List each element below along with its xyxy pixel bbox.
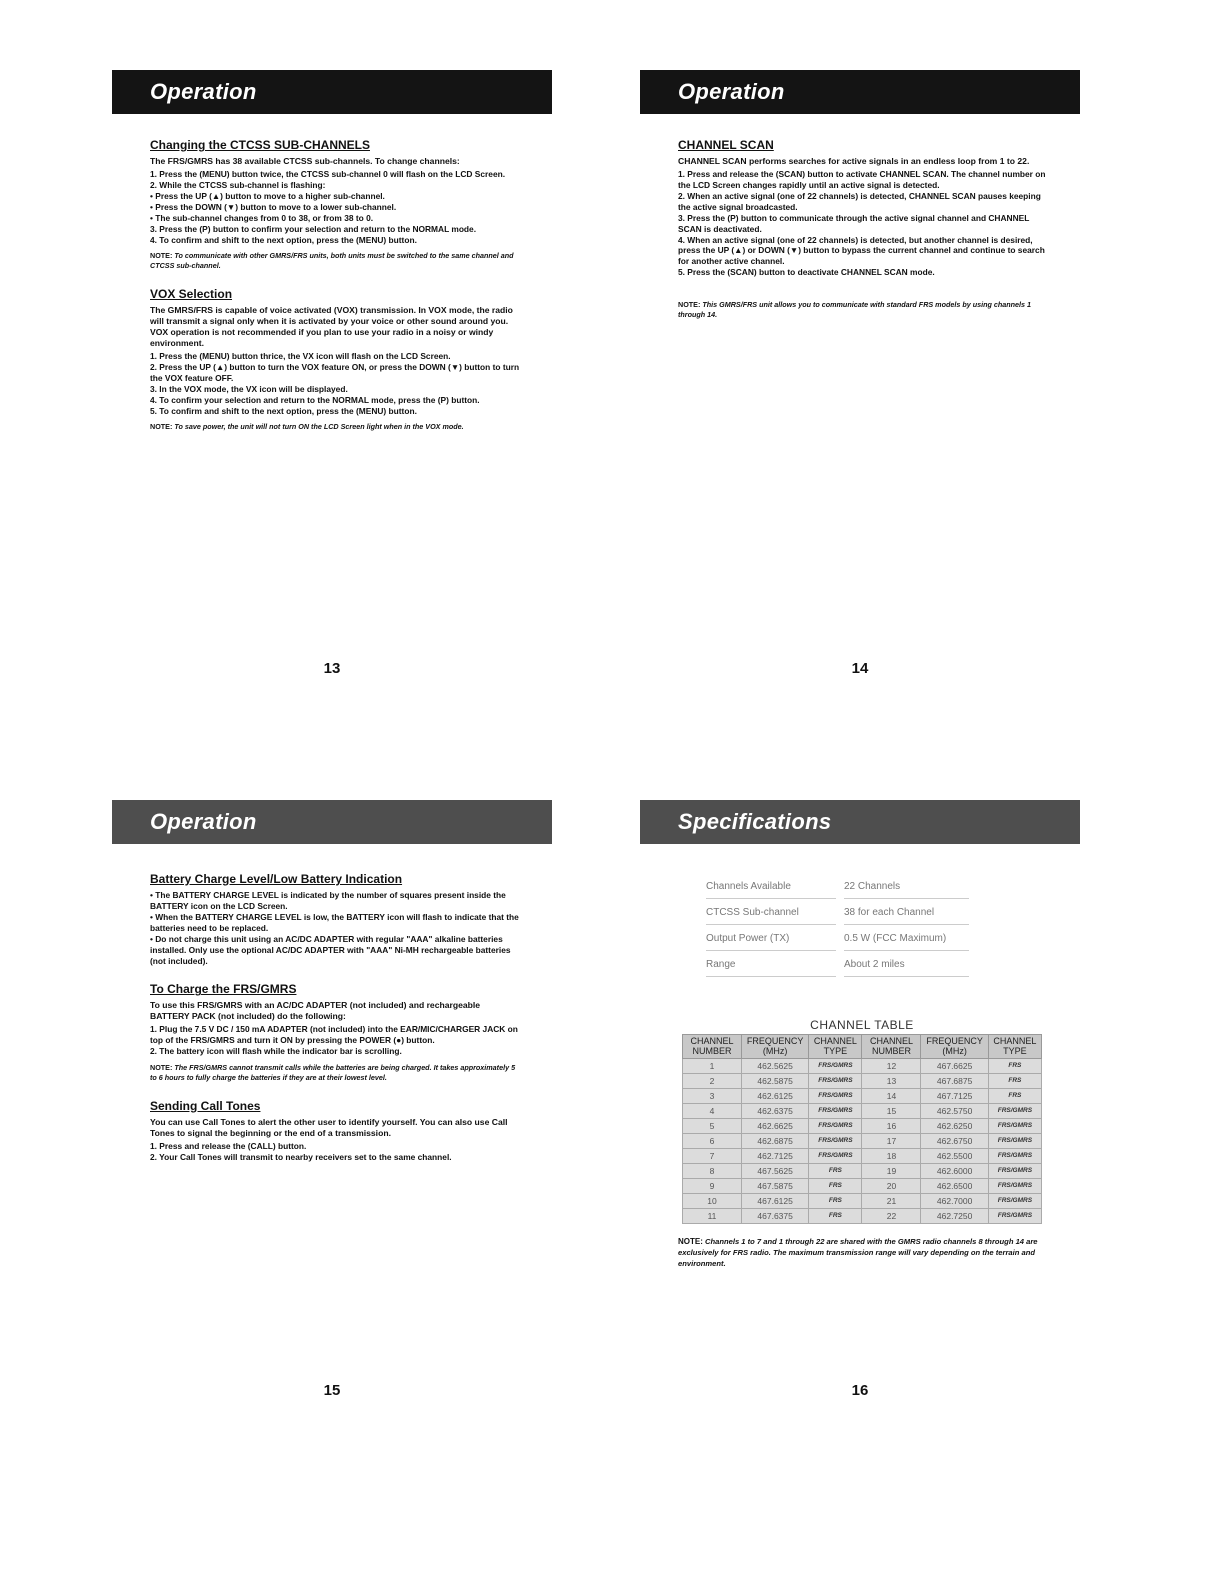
table-row <box>683 1058 1042 1073</box>
table-cell: 2 <box>683 1073 742 1088</box>
table-cell: 467.6375 <box>741 1208 808 1223</box>
channel-table-header <box>683 1035 1042 1059</box>
table-cell: 4 <box>683 1103 742 1118</box>
table-row <box>683 1073 1042 1088</box>
battery-section <box>150 872 520 966</box>
step-item: 2. Press the UP (▲) button to turn the VOX feature ON, or press the DOWN (▼) button to turn the VOX feature OFF. <box>150 361 520 383</box>
spec-value: 0.5 W (FCC Maximum) <box>844 928 969 951</box>
note-label: NOTE: <box>678 1236 703 1246</box>
page-content <box>112 114 520 432</box>
spec-value: About 2 miles <box>844 954 969 977</box>
table-cell: FRS/GMRS <box>988 1133 1041 1148</box>
table-cell: 462.5500 <box>921 1148 988 1163</box>
channel-table <box>682 1034 1042 1224</box>
step-list <box>678 169 1048 278</box>
table-cell: FRS <box>809 1208 862 1223</box>
vox-section <box>150 287 520 432</box>
table-row <box>683 1088 1042 1103</box>
spec-row <box>706 874 1080 900</box>
step-item: 4. To confirm and shift to the next option, press the (MENU) button. <box>150 234 417 245</box>
step-list <box>150 1141 520 1163</box>
section-note <box>678 300 1048 319</box>
table-cell: FRS/GMRS <box>809 1073 862 1088</box>
table-cell: FRS/GMRS <box>988 1208 1041 1223</box>
table-cell: FRS/GMRS <box>809 1088 862 1103</box>
step-item: 4. To confirm your selection and return to the NORMAL mode, press the (P) button. <box>150 394 480 405</box>
page-banner: Operation <box>112 70 552 114</box>
table-cell: 16 <box>862 1118 921 1133</box>
charge-section <box>150 982 520 1082</box>
section-heading: To Charge the FRS/GMRS <box>150 982 297 997</box>
table-cell: 9 <box>683 1178 742 1193</box>
table-row <box>683 1133 1042 1148</box>
table-row <box>683 1193 1042 1208</box>
table-cell: 462.5875 <box>741 1073 808 1088</box>
step-item: 1. Press the (MENU) button thrice, the VX icon will flash on the LCD Screen. <box>150 350 451 361</box>
step-item: • Press the DOWN (▼) button to move to a lower sub-channel. <box>150 201 397 212</box>
note-label: NOTE: <box>150 422 173 432</box>
spec-row <box>706 926 1080 952</box>
spec-value: 38 for each Channel <box>844 902 969 925</box>
table-cell: FRS/GMRS <box>809 1058 862 1073</box>
step-list <box>150 1024 520 1057</box>
table-cell: 1 <box>683 1058 742 1073</box>
note-text: To communicate with other GMRS/FRS units, both units must be switched to the same channel and CTCSS sub-channel. <box>150 251 514 271</box>
step-item: 1. Press and release the (CALL) button. <box>150 1140 307 1151</box>
table-row <box>683 1208 1042 1223</box>
section-intro: The GMRS/FRS is capable of voice activated (VOX) transmission. In VOX mode, the radio will transmit a signal only when it is activated by your voice or other sound around you. VOX operation is not recommended if you plan to use your radio in a noisy or windy environment. <box>150 304 513 348</box>
table-cell: 462.6375 <box>741 1103 808 1118</box>
table-cell: 7 <box>683 1148 742 1163</box>
table-cell: 13 <box>862 1073 921 1088</box>
ctcss-section <box>150 138 520 271</box>
table-cell: 467.5875 <box>741 1178 808 1193</box>
table-cell: FRS/GMRS <box>988 1163 1041 1178</box>
spec-label: Channels Available <box>706 876 836 899</box>
table-cell: 462.6625 <box>741 1118 808 1133</box>
table-cell: 14 <box>862 1088 921 1103</box>
step-list <box>150 890 520 966</box>
table-row <box>683 1103 1042 1118</box>
table-cell: FRS/GMRS <box>988 1178 1041 1193</box>
spec-label: Range <box>706 954 836 977</box>
step-item: 2. When an active signal (one of 22 channels) is detected, CHANNEL SCAN pauses keeping the active signal broadcasted. <box>678 190 1041 212</box>
page-banner: Operation <box>112 800 552 844</box>
table-cell: 18 <box>862 1148 921 1163</box>
table-cell: 467.6625 <box>921 1058 988 1073</box>
call-tones-section <box>150 1099 520 1163</box>
step-item: • Do not charge this unit using an AC/DC ADAPTER with regular "AAA" alkaline batteries installed. Only use the optional AC/DC ADAPTER with "AAA" Ni-MH rechargeable batteries (not included). <box>150 933 511 966</box>
section-intro: You can use Call Tones to alert the other user to identify yourself. You can also use Call Tones to signal the beginning or the end of a transmission. <box>150 1116 508 1138</box>
channel-table-wrap <box>682 1018 1042 1224</box>
page-number: 16 <box>851 1382 869 1399</box>
page-number: 15 <box>323 1382 341 1399</box>
section-heading: Sending Call Tones <box>150 1098 261 1113</box>
specs-list <box>706 874 1080 978</box>
step-item: • When the BATTERY CHARGE LEVEL is low, the BATTERY icon will flash to indicate that the batteries need to be replaced. <box>150 911 519 933</box>
note-text: To save power, the unit will not turn ON the LCD Screen light when in the VOX mode. <box>174 422 464 432</box>
note-label: NOTE: <box>150 1063 173 1073</box>
section-heading: CHANNEL SCAN <box>678 138 774 152</box>
step-item: 1. Press and release the (SCAN) button to activate CHANNEL SCAN. The channel number on the LCD Screen changes rapidly until an active signal is detected. <box>678 169 1046 190</box>
step-item: 2. While the CTCSS sub-channel is flashing: <box>150 179 326 190</box>
table-cell: FRS <box>809 1178 862 1193</box>
table-cell: 462.6125 <box>741 1088 808 1103</box>
channel-table-body <box>683 1058 1042 1223</box>
step-item: 3. Press the (P) button to communicate through the active signal channel and CHANNEL SCAN is deactivated. <box>678 212 1030 234</box>
spec-label: CTCSS Sub-channel <box>706 902 836 925</box>
table-cell: FRS/GMRS <box>809 1103 862 1118</box>
table-cell: 462.7125 <box>741 1148 808 1163</box>
table-cell: FRS <box>809 1193 862 1208</box>
table-cell: 21 <box>862 1193 921 1208</box>
section-note <box>150 422 520 432</box>
table-cell: 3 <box>683 1088 742 1103</box>
table-cell: FRS/GMRS <box>988 1103 1041 1118</box>
table-cell: 5 <box>683 1118 742 1133</box>
table-cell: 467.6875 <box>921 1073 988 1088</box>
table-cell: 467.5625 <box>741 1163 808 1178</box>
table-cell: 467.6125 <box>741 1193 808 1208</box>
table-cell: FRS/GMRS <box>988 1148 1041 1163</box>
table-cell: FRS/GMRS <box>809 1148 862 1163</box>
note-text: The FRS/GMRS cannot transmit calls while the batteries are being charged. It takes approximately 5 to 6 hours to fully charge the batteries if they are at their lowest level. <box>150 1063 516 1082</box>
page-13 <box>112 70 552 677</box>
page-number: 14 <box>851 660 869 677</box>
table-cell: 462.5750 <box>921 1103 988 1118</box>
table-cell: 11 <box>683 1208 742 1223</box>
table-cell: FRS/GMRS <box>809 1118 862 1133</box>
note-label: NOTE: <box>678 300 701 310</box>
column-header: CHANNEL TYPE <box>809 1035 862 1059</box>
section-intro: CHANNEL SCAN performs searches for active signals in an endless loop from 1 to 22. <box>678 156 1030 166</box>
step-item: • The sub-channel changes from 0 to 38, or from 38 to 0. <box>150 212 374 223</box>
table-cell: 8 <box>683 1163 742 1178</box>
table-cell: FRS <box>988 1058 1041 1073</box>
table-row <box>683 1163 1042 1178</box>
section-intro: The FRS/GMRS has 38 available CTCSS sub-channels. To change channels: <box>150 156 460 166</box>
table-row <box>683 1118 1042 1133</box>
table-cell: FRS/GMRS <box>988 1193 1041 1208</box>
table-cell: 6 <box>683 1133 742 1148</box>
table-cell: 462.6875 <box>741 1133 808 1148</box>
step-item: 5. To confirm and shift to the next option, press the (MENU) button. <box>150 405 417 416</box>
section-note <box>150 1063 520 1082</box>
page-banner: Operation <box>640 70 1080 114</box>
column-header: CHANNEL NUMBER <box>683 1035 742 1059</box>
note-label: NOTE: <box>150 251 173 261</box>
channel-table-title: CHANNEL TABLE <box>810 1018 914 1032</box>
step-list <box>150 351 520 417</box>
table-row <box>683 1178 1042 1193</box>
column-header: FREQUENCY (MHz) <box>921 1035 988 1059</box>
table-cell: 20 <box>862 1178 921 1193</box>
column-header: FREQUENCY (MHz) <box>741 1035 808 1059</box>
table-row <box>683 1148 1042 1163</box>
spec-row <box>706 952 1080 978</box>
table-cell: FRS <box>809 1163 862 1178</box>
step-item: • The BATTERY CHARGE LEVEL is indicated by the number of squares present inside the BATTERY icon on the LCD Screen. <box>150 890 506 911</box>
table-cell: 462.7000 <box>921 1193 988 1208</box>
table-cell: FRS/GMRS <box>809 1133 862 1148</box>
page-content <box>640 114 1048 320</box>
step-item: 1. Plug the 7.5 V DC / 150 mA ADAPTER (not included) into the EAR/MIC/CHARGER JACK on top of the FRS/GMRS and turn it ON by pressing the POWER (●) button. <box>150 1024 518 1046</box>
page-content <box>112 844 520 1163</box>
table-cell: 462.5625 <box>741 1058 808 1073</box>
spec-row <box>706 900 1080 926</box>
page-14 <box>640 70 1080 677</box>
table-cell: 17 <box>862 1133 921 1148</box>
step-item: • Press the UP (▲) button to move to a higher sub-channel. <box>150 190 385 201</box>
table-cell: FRS <box>988 1073 1041 1088</box>
section-note <box>150 251 520 270</box>
table-cell: FRS/GMRS <box>988 1118 1041 1133</box>
note-text: Channels 1 to 7 and 1 through 22 are shared with the GMRS radio channels 8 through 14 are exclusively for FRS radio. The maximum transmission range will vary depending on the terrain and environment. <box>678 1236 1038 1269</box>
page-15 <box>112 800 552 1399</box>
section-heading: Battery Charge Level/Low Battery Indication <box>150 872 403 886</box>
step-item: 2. Your Call Tones will transmit to nearby receivers set to the same channel. <box>150 1151 452 1162</box>
page-16 <box>640 800 1080 1399</box>
spec-value: 22 Channels <box>844 876 969 899</box>
section-intro: To use this FRS/GMRS with an AC/DC ADAPTER (not included) and rechargeable BATTERY PACK (not included) do the following: <box>150 1000 481 1022</box>
table-cell: FRS <box>988 1088 1041 1103</box>
table-cell: 19 <box>862 1163 921 1178</box>
table-cell: 15 <box>862 1103 921 1118</box>
channel-note <box>678 1236 1078 1270</box>
table-cell: 462.6000 <box>921 1163 988 1178</box>
step-item: 3. Press the (P) button to confirm your selection and return to the NORMAL mode. <box>150 223 477 234</box>
page-number: 13 <box>323 660 341 677</box>
table-cell: 467.7125 <box>921 1088 988 1103</box>
table-cell: 462.6250 <box>921 1118 988 1133</box>
step-item: 3. In the VOX mode, the VX icon will be displayed. <box>150 383 348 394</box>
table-cell: 10 <box>683 1193 742 1208</box>
section-heading: VOX Selection <box>150 286 233 301</box>
table-cell: 12 <box>862 1058 921 1073</box>
step-item: 5. Press the (SCAN) button to deactivate CHANNEL SCAN mode. <box>678 267 935 278</box>
table-cell: 462.6750 <box>921 1133 988 1148</box>
column-header: CHANNEL TYPE <box>988 1035 1041 1059</box>
table-cell: 462.6500 <box>921 1178 988 1193</box>
column-header: CHANNEL NUMBER <box>862 1035 921 1059</box>
spec-label: Output Power (TX) <box>706 928 836 951</box>
step-list <box>150 169 520 245</box>
table-cell: 462.7250 <box>921 1208 988 1223</box>
page-banner: Specifications <box>640 800 1080 844</box>
table-cell: 22 <box>862 1208 921 1223</box>
step-item: 2. The battery icon will flash while the indicator bar is scrolling. <box>150 1046 402 1057</box>
step-item: 4. When an active signal (one of 22 channels) is detected, but another channel is desired, press the UP (▲) or DOWN (▼) button to bypass the current channel and continue to search for another active channel. <box>678 234 1045 267</box>
note-text: This GMRS/FRS unit allows you to communicate with standard FRS models by using channels 1 through 14. <box>678 300 1032 319</box>
section-heading: Changing the CTCSS SUB-CHANNELS <box>150 138 370 152</box>
step-item: 1. Press the (MENU) button twice, the CTCSS sub-channel 0 will flash on the LCD Screen. <box>150 169 506 179</box>
channel-scan-section <box>678 138 1048 320</box>
